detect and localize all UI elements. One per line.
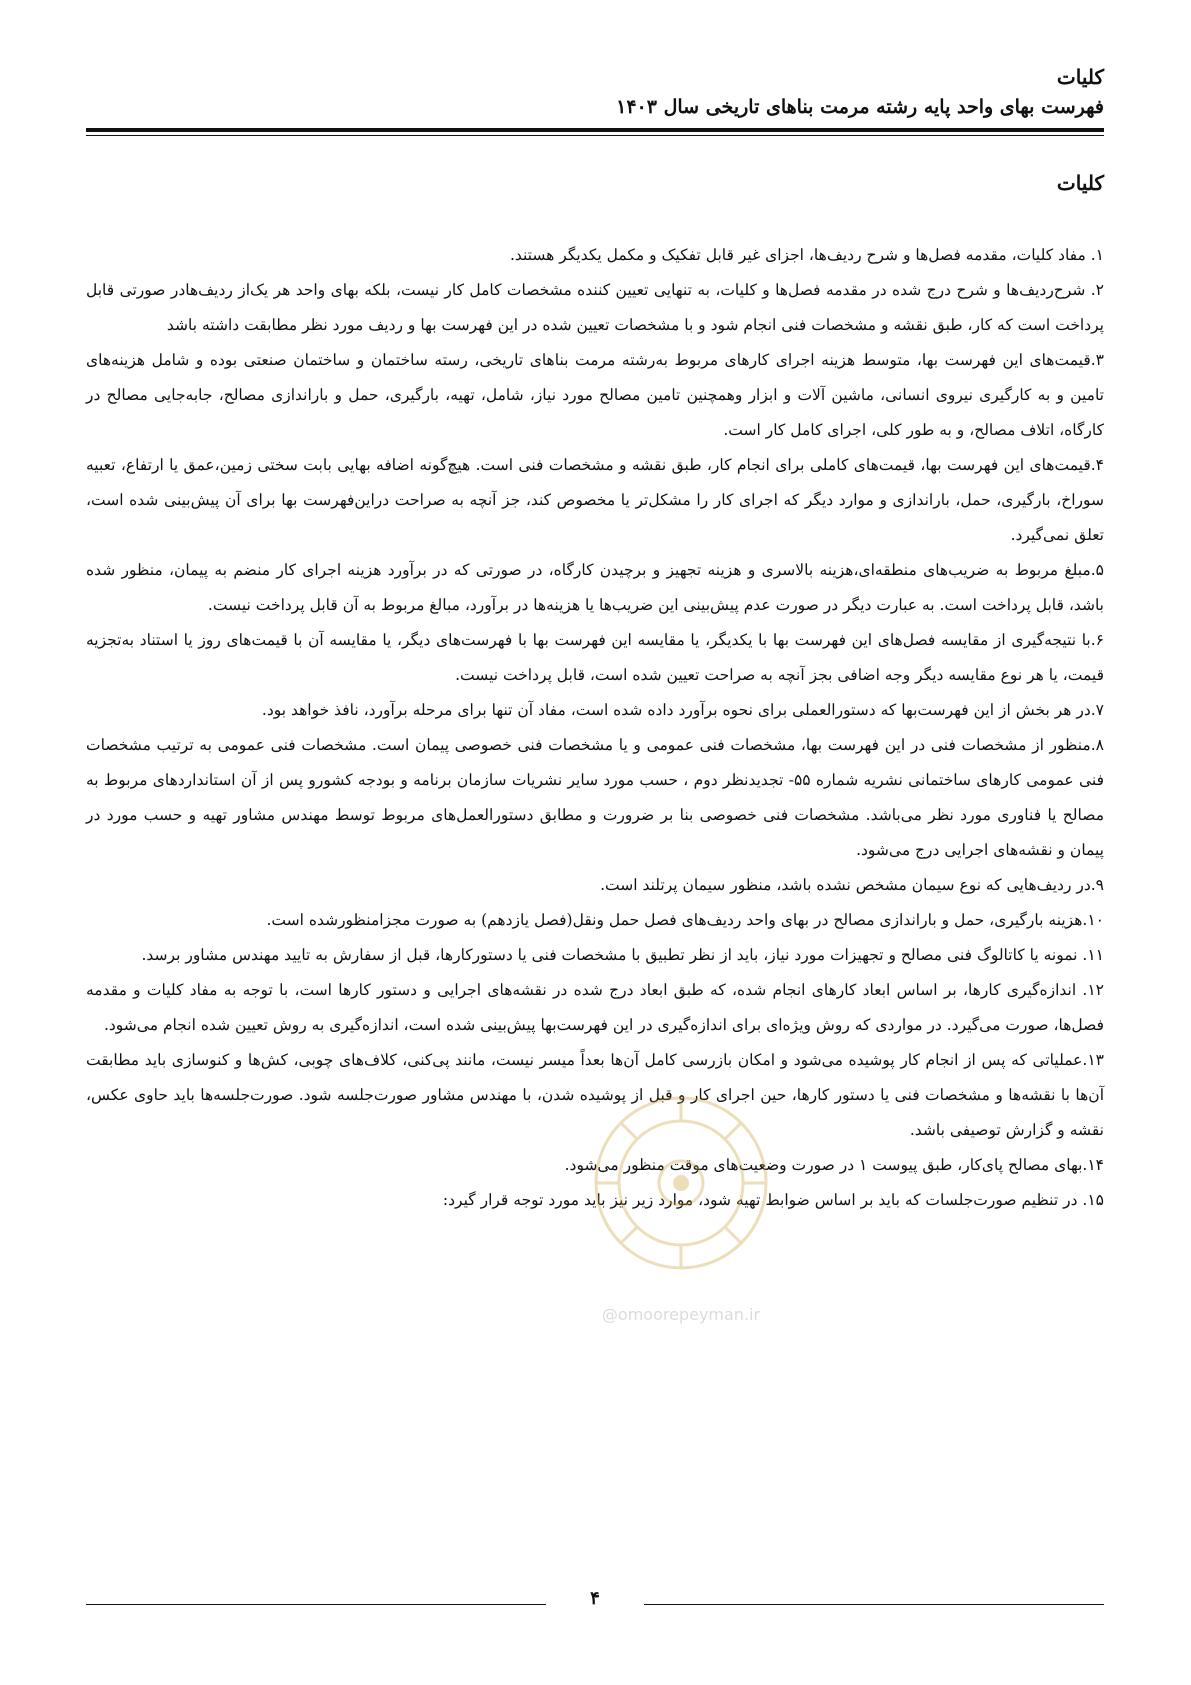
clause-3: ۳.قیمت‌های این فهرست بها، متوسط هزینه اجرای کارهای مربوط به‌رشته مرمت بناهای تاریخی، رسته ساختمان و ساختمان صنعتی بوده و شامل هزینه‌های تامین و به کارگیری نیروی انسانی، ماشین آلات و ابزار وهمچنین تامین مصالح مورد نیاز، شامل، تهیه، بارگیری، حمل و باراندازی مصالح، جابه‌جایی مصالح در کارگاه، اتلاف مصالح، و به طور کلی، اجرای کامل کار است. xyxy=(86,351,1104,439)
watermark-text: @omoorepeyman.ir xyxy=(601,1305,761,1324)
clause-13: ۱۳.عملیاتی که پس از انجام کار پوشیده می‌شود و امکان بازرسی کامل آن‌ها بعداً میسر نیست، مانند پی‌کنی، کلاف‌های چوبی، کش‌ها و کنوسازی باید مطابقت آن‌ها با نقشه‌ها و مشخصات فنی یا دستور کارها، حین اجرای کار و قبل از پوشیده شدن، با مهندس مشاور صورت‌جلسه شود. صورت‌جلسه‌ها باید حاوی عکس، نقشه و گزارش توصیفی باشد. xyxy=(86,1051,1104,1139)
clause-2: ۲. شرح‌ردیف‌ها و شرح درج شده در مقدمه فصل‌ها و کلیات، به تنهایی تعیین کننده مشخصات کامل کار نیست، بلکه بهای واحد هر یک‌از ردیف‌هادر صورتی قابل پرداخت است که کار، طبق نقشه و مشخصات فنی انجام شود و با مشخصات تعیین شده در این فهرست بها و ردیف مورد نظر مطابقت داشته باشد xyxy=(86,281,1104,334)
clause-list xyxy=(86,238,1104,1218)
section-title: کلیات xyxy=(1056,171,1104,195)
clause-5: ۵.مبلغ مربوط به ضریب‌های منطقه‌ای،هزینه بالاسری و هزینه تجهیز و برچیدن کارگاه، در صورتی که در برآورد هزینه اجرای کار منضم به پیمان، منظور شده باشد، قابل پرداخت است. به عبارت دیگر در صورت عدم پیش‌بینی این ضریب‌ها یا هزینه‌ها در برآورد، مبالغ مربوط به آن قابل پرداخت نیست. xyxy=(86,561,1104,614)
clause-15: ۱۵. در تنظیم صورت‌جلسات که باید بر اساس ضوابط تهیه شود، موارد زیر نیز باید مورد توجه قرار گیرد: xyxy=(442,1191,1104,1209)
clause-4: ۴.قیمت‌های این فهرست بها، قیمت‌های کاملی برای انجام کار، طبق نقشه و مشخصات فنی است. هیچ‌گونه اضافه بهایی بابت سختی زمین،عمق یا ارتفاع، تعبیه سوراخ، بارگیری، حمل، باراندازی و موارد دیگر که اجرای کار را مشکل‌تر یا مخصوص کند، جز آنچه به صراحت دراین‌فهرست بها برای آن پیش‌بینی شده است، تعلق نمی‌گیرد. xyxy=(86,456,1104,544)
header-document-title: فهرست بهای واحد پایه رشته مرمت بناهای تاریخی سال ۱۴۰۳ xyxy=(616,96,1104,118)
page-number: ۴ xyxy=(590,1588,600,1609)
clause-8: ۸.منظور از مشخصات فنی در این فهرست بها، مشخصات فنی عمومی و یا مشخصات فنی خصوصی پیمان است. مشخصات فنی عمومی به ترتیب مشخصات فنی عمومی کارهای ساختمانی نشریه شماره ۵۵- تجدیدنظر دوم ، حسب مورد سایر نشریات سازمان برنامه و بودجه کشورو پس از آن استانداردهای مربوط به مصالح یا فناوری مورد نظر می‌باشد. مشخصات فنی خصوصی بنا بر ضرورت و مطابق دستورالعمل‌های مربوط توسط مهندس مشاور تهیه و حسب مورد در پیمان و نقشه‌های اجرایی درج می‌شود. xyxy=(86,736,1104,859)
clause-12: ۱۲. اندازه‌گیری کارها، بر اساس ابعاد کارهای انجام شده، که طبق ابعاد درج شده در نقشه‌های اجرایی و دستور کارها است، با توجه به مفاد کلیات و مقدمه فصل‌ها، صورت می‌گیرد. در مواردی که روش ویژه‌ای برای اندازه‌گیری در این فهرست‌بها پیش‌بینی شده است، اندازه‌گیری به روش تعیین شده انجام می‌شود. xyxy=(86,981,1104,1034)
header-chapter-title: کلیات xyxy=(1056,65,1104,89)
clause-1: ۱. مفاد کلیات، مقدمه فصل‌ها و شرح ردیف‌ها، اجزای غیر قابل تفکیک و مکمل یکدیگر هستند. xyxy=(509,246,1104,264)
page-header xyxy=(86,62,1104,122)
clause-10: ۱۰.هزینه بارگیری، حمل و باراندازی مصالح در بهای واحد ردیف‌های فصل حمل ونقل(فصل یازدهم) به صورت مجزامنظورشده است. xyxy=(266,911,1104,929)
clause-9: ۹.در ردیف‌هایی که نوع سیمان مشخص نشده باشد، منظور سیمان پرتلند است. xyxy=(600,876,1104,894)
clause-11: ۱۱. نمونه یا کاتالوگ فنی مصالح و تجهیزات مورد نیاز، باید از نظر تطبیق با مشخصات فنی یا دستورکارها، قبل از سفارش به تایید مهندس مشاور برسد. xyxy=(141,946,1104,964)
footer-rule-right xyxy=(644,1604,1104,1605)
footer-rule-left xyxy=(86,1604,546,1605)
clause-6: ۶.با نتیجه‌گیری از مقایسه فصل‌های این فهرست بها با یکدیگر، یا مقایسه این فهرست بها با فهرست‌های دیگر، یا مقایسه آن با قیمت‌های روز یا استناد به‌تجزیه قیمت، یا هر نوع مقایسه دیگر وجه اضافی بجز آنچه به صراحت تعیین شده است، قابل پرداخت نیست. xyxy=(86,631,1104,684)
document-page xyxy=(86,0,1104,1685)
header-rule-thick xyxy=(86,128,1104,132)
header-rule-thin xyxy=(86,135,1104,136)
clause-7: ۷.در هر بخش از این فهرست‌بها که دستورالعملی برای نحوه برآورد داده شده است، مفاد آن تنها برای مرحله برآورد، نافذ خواهد بود. xyxy=(261,701,1104,719)
clause-14: ۱۴.بهای مصالح پای‌کار، طبق پیوست ۱ در صورت وضعیت‌های موقت منظور می‌شود. xyxy=(564,1156,1104,1174)
